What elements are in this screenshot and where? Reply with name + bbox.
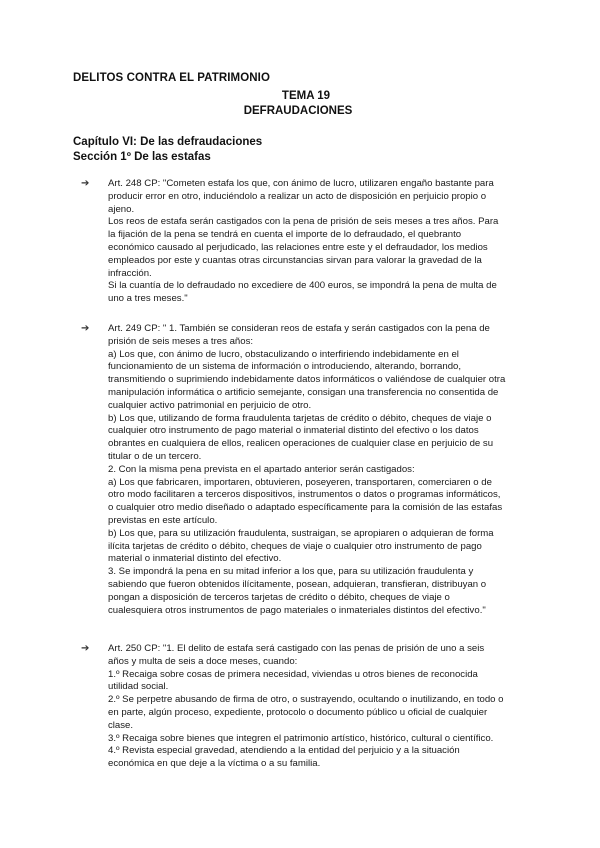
article-line: Si la cuantía de lo defraudado no excediere de 400 euros, se impondrá la pena de multa de xyxy=(108,280,497,292)
article-line: cualquier otro instrumento de pago material o inmaterial distinto del efectivo o los datos xyxy=(108,425,479,437)
article-line: cualesquiera otros instrumentos de pago materiales o inmateriales distintos del efectivo." xyxy=(108,604,486,616)
capitulo-heading: Capítulo VI: De las defraudaciones xyxy=(73,136,263,148)
article-line: transmitiendo o suprimiendo indebidamente datos informáticos o valiéndose de cualquier otra xyxy=(108,374,506,386)
article-line: manipulación informática o artificio semejante, consigan una transferencia no consentida de xyxy=(108,386,499,398)
article-line: b) Los que, para su utilización fraudulenta, sustraigan, se apropiaren o adquieran de forma xyxy=(108,527,494,539)
article-line: empleados por este y cuantas otras circunstancias sirvan para valorar la gravedad de la xyxy=(108,254,482,266)
article-line: Art. 249 CP: " 1. También se consideran reos de estafa y serán castigados con la pena de xyxy=(108,323,490,334)
article-line: previstas en este artículo. xyxy=(108,514,218,526)
header-label: DELITOS CONTRA EL PATRIMONIO xyxy=(73,72,271,84)
article-line: producir error en otro, induciéndolo a realizar un acto de disposición en perjuicio propio o xyxy=(108,190,487,202)
article-line: utilidad social. xyxy=(108,681,169,693)
tema-number: TEMA 19 xyxy=(281,90,331,102)
title-block xyxy=(0,89,600,119)
arrow-right-icon: ➔ xyxy=(81,178,90,189)
article-line: a) Los que fabricaren, importaren, obtuvieren, poseyeren, transportaren, comerciaren o de xyxy=(108,476,492,488)
article-line: años y multa de seis a doce meses, cuando: xyxy=(108,655,298,667)
article-line: material o inmaterial distinto del efectivo. xyxy=(108,553,282,565)
arrow-right-icon: ➔ xyxy=(81,323,90,334)
article-line: Art. 250 CP: "1. El delito de estafa será castigado con las penas de prisión de uno a seis xyxy=(108,643,485,654)
article-line: obrantes en cualquiera de ellos, realicen operaciones de cualquier clase en perjuicio de su xyxy=(108,438,494,450)
article-line: en parte, algún proceso, expediente, protocolo o documento público u oficial de cualquier xyxy=(108,706,488,718)
article-line: infracción. xyxy=(108,267,152,279)
chapter-heading xyxy=(73,135,262,165)
article-line: cualquier activo patrimonial en perjuicio de otro. xyxy=(108,399,312,411)
article-line: prisión de seis meses a tres años: xyxy=(108,335,254,347)
article-line: funcionamiento de un sistema de información o introduciendo, alterando, borrando, xyxy=(108,361,462,373)
article-line: Los reos de estafa serán castigados con la pena de prisión de seis meses a tres años. Para xyxy=(108,216,499,228)
article-line: a) Los que, con ánimo de lucro, obstaculizando o interfiriendo indebidamente en el xyxy=(108,348,459,360)
article-249 xyxy=(81,323,520,617)
article-line: otro modo facilitaren a terceros dispositivos, instrumentos o datos o programas informáticos, xyxy=(108,489,501,501)
article-line: económico causado al perjudicado, las relaciones entre este y el defraudador, los medios xyxy=(108,241,488,253)
article-line: b) Los que, utilizando de forma fraudulenta tarjetas de crédito o débito, cheques de viaje o xyxy=(108,412,492,424)
article-line: pongan a disposición de terceros tarjetas de crédito o débito, cheques de viaje o xyxy=(108,591,450,603)
document-title: DEFRAUDACIONES xyxy=(243,105,353,117)
article-line: ajeno. xyxy=(108,203,135,215)
article-248 xyxy=(81,178,520,306)
article-line: titular o de un tercero. xyxy=(108,450,202,462)
article-line: Art. 248 CP: "Cometen estafa los que, con ánimo de lucro, utilizaren engaño bastante para xyxy=(108,178,494,189)
article-line: 3. Se impondrá la pena en su mitad inferior a los que, para su utilización fraudulenta y xyxy=(108,566,474,578)
arrow-right-icon: ➔ xyxy=(81,643,90,654)
article-line: 2.º Se perpetre abusando de firma de otro, o sustrayendo, ocultando o inutilizando, en todo o xyxy=(108,694,504,706)
article-line: clase. xyxy=(108,719,134,731)
article-line: la fijación de la pena se tendrá en cuenta el importe de lo defraudado, el quebranto xyxy=(108,229,462,241)
article-line: 4.º Revista especial gravedad, atendiendo a la entidad del perjuicio y a la situación xyxy=(108,745,460,757)
article-line: 3.º Recaiga sobre bienes que integren el patrimonio artístico, histórico, cultural o científico. xyxy=(108,732,494,744)
article-250 xyxy=(81,643,520,771)
article-line: ilícita tarjetas de crédito o débito, cheques de viaje o cualquier otro instrumento de pago xyxy=(108,540,482,552)
article-line: 1.º Recaiga sobre cosas de primera necesidad, viviendas u otros bienes de reconocida xyxy=(108,668,478,680)
article-line: 2. Con la misma pena prevista en el apartado anterior serán castigados: xyxy=(108,463,415,475)
seccion-heading: Sección 1º De las estafas xyxy=(73,151,211,163)
article-line: sabiendo que fueron obtenidos ilícitamente, posean, adquieran, transfieran, distribuyan o xyxy=(108,578,487,590)
article-line: económica en que deje a la víctima o a su familia. xyxy=(108,758,321,770)
article-line: o cualquier otro medio diseñado o adaptado específicamente para la comisión de las estafas xyxy=(108,502,503,514)
article-line: uno a tres meses." xyxy=(108,293,188,305)
